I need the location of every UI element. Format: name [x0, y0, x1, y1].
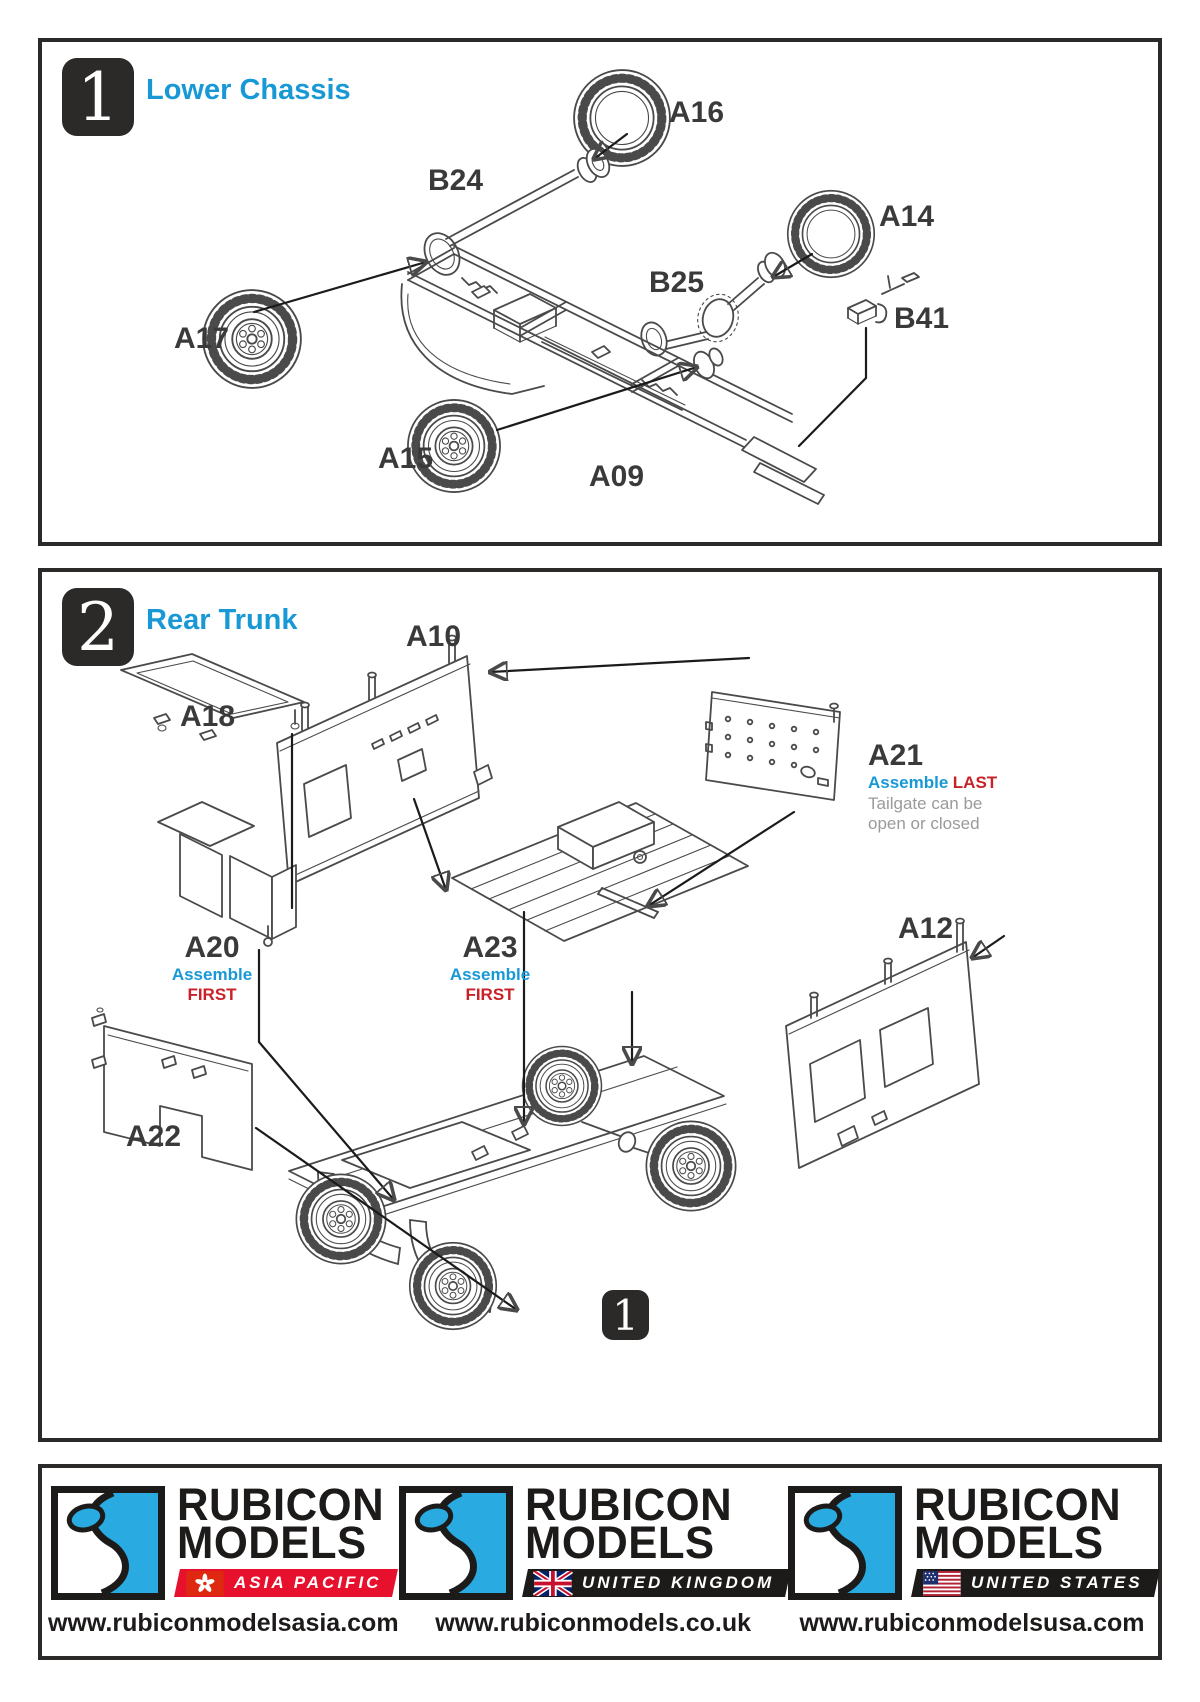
region-label: UNITED KINGDOM — [581, 1572, 774, 1592]
part-label-a20: A20 — [184, 931, 240, 964]
part-label-b25: B25 — [649, 266, 705, 299]
a21-note-line2: open or closed — [868, 814, 980, 834]
step1-reference-badge: 1 — [602, 1290, 649, 1340]
website-url[interactable]: www.rubiconmodelsusa.com — [799, 1609, 1145, 1637]
region-label: UNITED STATES — [970, 1572, 1143, 1592]
rubicon-logo-icon — [788, 1486, 902, 1600]
part-a20-wheelboxes — [158, 802, 296, 946]
part-a21-tailgate — [706, 692, 840, 800]
united-states-flag-icon — [922, 1570, 962, 1595]
brand-name-bottom: MODELS — [177, 1516, 367, 1568]
step1-panel — [38, 38, 1162, 546]
part-label-a18: A18 — [180, 700, 236, 733]
step1-number-badge: 1 — [62, 58, 134, 136]
assemble-word: Assemble — [449, 965, 531, 985]
hong-kong-flag-icon — [185, 1570, 225, 1595]
website-url[interactable]: www.rubiconmodels.co.uk — [435, 1609, 752, 1637]
part-label-b24: B24 — [428, 164, 484, 197]
part-label-a22: A22 — [126, 1120, 182, 1153]
part-label-a17: A17 — [174, 322, 230, 355]
logo-group-united-states — [788, 1479, 1157, 1638]
brand-name-top: RUBICON — [524, 1479, 732, 1530]
part-a12-side-panel — [786, 919, 979, 1169]
assembled-chassis — [289, 1047, 736, 1330]
assemble-word: Assemble — [868, 773, 949, 793]
part-a10-side-panel — [277, 636, 492, 886]
part-label-a12: A12 — [898, 912, 954, 945]
step2-panel — [38, 568, 1162, 1442]
brand-name-bottom: MODELS — [913, 1516, 1104, 1568]
step1-title: Lower Chassis — [146, 74, 351, 106]
part-label-a21: A21 — [868, 739, 924, 772]
brand-name-top: RUBICON — [913, 1479, 1121, 1530]
footer-logo-strip — [38, 1464, 1162, 1660]
region-band — [911, 1569, 1159, 1597]
part-label-a16: A16 — [669, 96, 725, 129]
part-note-a21 — [868, 738, 997, 834]
part-note-a23 — [430, 930, 550, 1005]
part-label-b41: B41 — [894, 302, 950, 335]
part-label-a09: A09 — [589, 460, 645, 493]
a21-note-line1: Tailgate can be — [868, 794, 983, 814]
rubicon-logo-icon — [51, 1486, 165, 1600]
brand-name-top: RUBICON — [177, 1479, 385, 1530]
assembly-arrows — [254, 134, 866, 446]
part-label-a15: A15 — [378, 442, 434, 475]
part-label-a23: A23 — [462, 931, 518, 964]
part-label-a14: A14 — [879, 200, 935, 233]
logo-group-asia-pacific — [48, 1479, 399, 1638]
part-note-a20 — [152, 930, 272, 1005]
wheel-a14 — [788, 191, 874, 277]
rubicon-logo-icon — [399, 1486, 513, 1600]
region-band — [522, 1569, 791, 1597]
part-label-a10: A10 — [406, 620, 462, 653]
order-word: LAST — [952, 773, 998, 793]
website-url[interactable]: www.rubiconmodelsasia.com — [48, 1609, 399, 1637]
order-word: FIRST — [465, 985, 515, 1005]
brand-name-bottom: MODELS — [524, 1516, 715, 1568]
logo-group-united-kingdom — [399, 1479, 788, 1638]
region-label: ASIA PACIFIC — [234, 1572, 382, 1592]
step2-number-badge: 2 — [62, 588, 134, 666]
order-word: FIRST — [187, 985, 237, 1005]
assemble-word: Assemble — [171, 965, 253, 985]
united-kingdom-flag-icon — [533, 1570, 573, 1595]
step2-title: Rear Trunk — [146, 604, 298, 636]
region-band — [174, 1569, 398, 1597]
